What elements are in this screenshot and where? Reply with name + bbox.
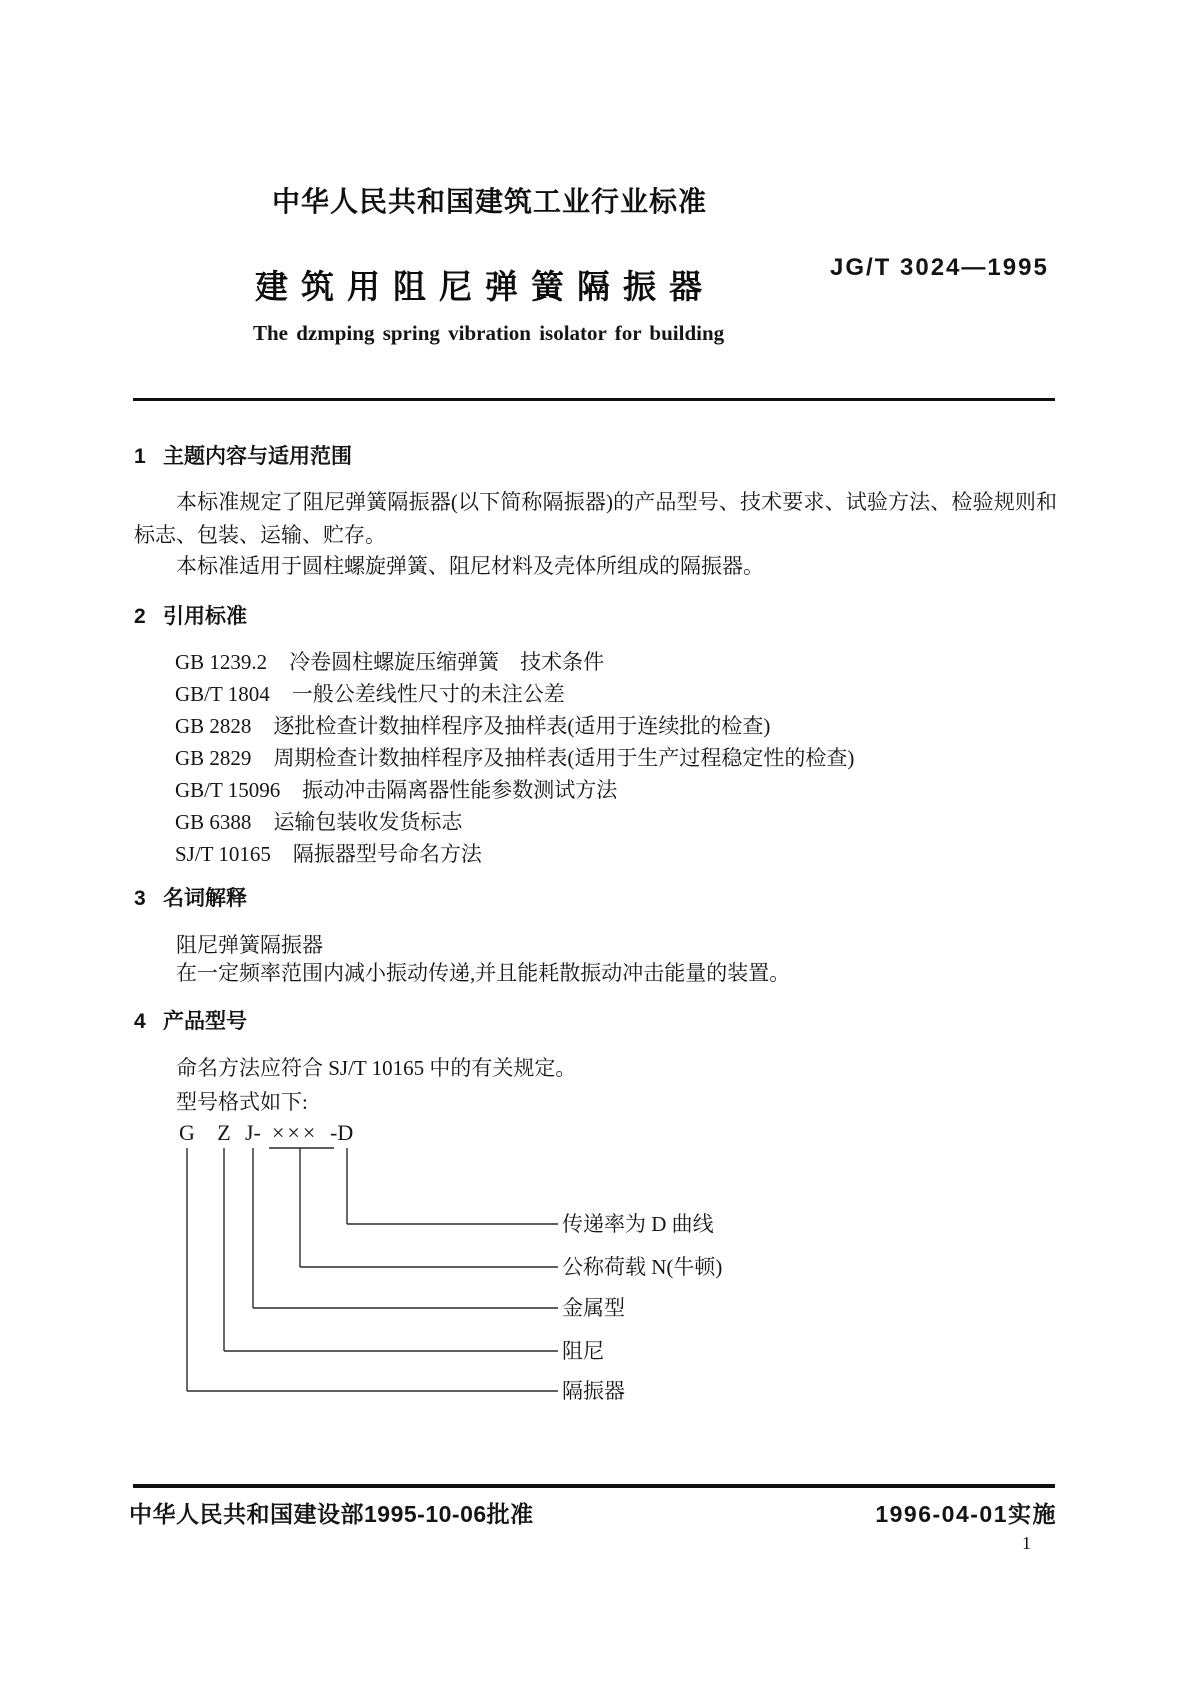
reference-title: 冷卷圆柱螺旋压缩弹簧 技术条件 [289, 650, 605, 674]
reference-item [134, 646, 1057, 678]
section-4-number: 4 [134, 1010, 146, 1033]
standard-code: JG/T 3024—1995 [830, 254, 1049, 281]
reference-code: GB/T 1804 [175, 682, 270, 706]
reference-code: SJ/T 10165 [175, 842, 271, 866]
model-part-j: J- [245, 1120, 261, 1145]
section-1-paragraph-2: 本标准适用于圆柱螺旋弹簧、阻尼材料及壳体所组成的隔振器。 [176, 554, 764, 578]
reference-code: GB 2828 [175, 714, 252, 738]
model-label-isolator: 隔振器 [562, 1379, 625, 1403]
section-3-heading [134, 882, 1057, 915]
footer-implementation-text: 1996-04-01实施 [875, 1501, 1057, 1527]
masthead-org-label: 中华人民共和国建筑工业行业标准 [272, 186, 708, 217]
reference-title: 逐批检查计数抽样程序及抽样表(适用于连续批的检查) [273, 714, 771, 738]
section-3-number: 3 [134, 887, 146, 910]
section-2-number: 2 [134, 605, 146, 628]
reference-title: 一般公差线性尺寸的未注公差 [291, 682, 565, 706]
model-part-z: Z [217, 1120, 231, 1145]
model-part-xxx: ××× [272, 1120, 319, 1145]
section-3-term: 阻尼弹簧隔振器 [176, 933, 323, 957]
reference-item [134, 710, 1057, 742]
reference-item [134, 678, 1057, 710]
section-4-paragraph-2: 型号格式如下: [176, 1090, 308, 1114]
footer-divider-rule [133, 1484, 1055, 1488]
document-title-en: The dzmping spring vibration isolator for building [253, 321, 725, 345]
reference-standards-list [134, 646, 1057, 870]
section-4-paragraph-1: 命名方法应符合 SJ/T 10165 中的有关规定。 [176, 1056, 577, 1080]
header-divider-rule [133, 398, 1055, 401]
section-1-title: 主题内容与适用范围 [163, 445, 352, 468]
reference-title: 周期检查计数抽样程序及抽样表(适用于生产过程稳定性的检查) [273, 746, 855, 770]
section-2-heading [134, 600, 1057, 633]
reference-code: GB 1239.2 [175, 650, 268, 674]
model-label-transmissibility: 传递率为 D 曲线 [562, 1212, 714, 1236]
model-label-damping: 阻尼 [562, 1339, 604, 1363]
section-1-number: 1 [134, 445, 146, 468]
reference-title: 隔振器型号命名方法 [292, 842, 482, 866]
reference-item [134, 838, 1057, 870]
reference-code: GB 2829 [175, 746, 252, 770]
reference-item [134, 774, 1057, 806]
section-4-heading [134, 1005, 1057, 1038]
page-number: 1 [1022, 1533, 1031, 1553]
footer-approval-text: 中华人民共和国建设部1995-10-06批准 [129, 1501, 534, 1527]
model-part-g: G [179, 1120, 195, 1145]
reference-title: 运输包装收发货标志 [273, 810, 463, 834]
model-designation-diagram [150, 1115, 910, 1420]
model-part-d: -D [330, 1120, 354, 1145]
model-label-nominal-load: 公称荷载 N(牛顿) [562, 1255, 723, 1279]
section-4-title: 产品型号 [163, 1010, 247, 1033]
reference-item [134, 806, 1057, 838]
section-3-definition: 在一定频率范围内减小振动传递,并且能耗散振动冲击能量的装置。 [176, 961, 791, 985]
reference-code: GB/T 15096 [175, 778, 281, 802]
section-2-title: 引用标准 [163, 605, 247, 628]
model-label-metal-type: 金属型 [562, 1296, 625, 1320]
reference-code: GB 6388 [175, 810, 252, 834]
document-title-cn: 建筑用阻尼弹簧隔振器 [255, 268, 715, 305]
reference-title: 振动冲击隔离器性能参数测试方法 [302, 778, 618, 802]
section-1-paragraph-1: 本标准规定了阻尼弹簧隔振器(以下简称隔振器)的产品型号、技术要求、试验方法、检验规则和标志、包装、运输、贮存。 [134, 490, 1057, 547]
section-1-heading [134, 440, 1057, 473]
section-3-title: 名词解释 [163, 887, 247, 910]
reference-item [134, 742, 1057, 774]
